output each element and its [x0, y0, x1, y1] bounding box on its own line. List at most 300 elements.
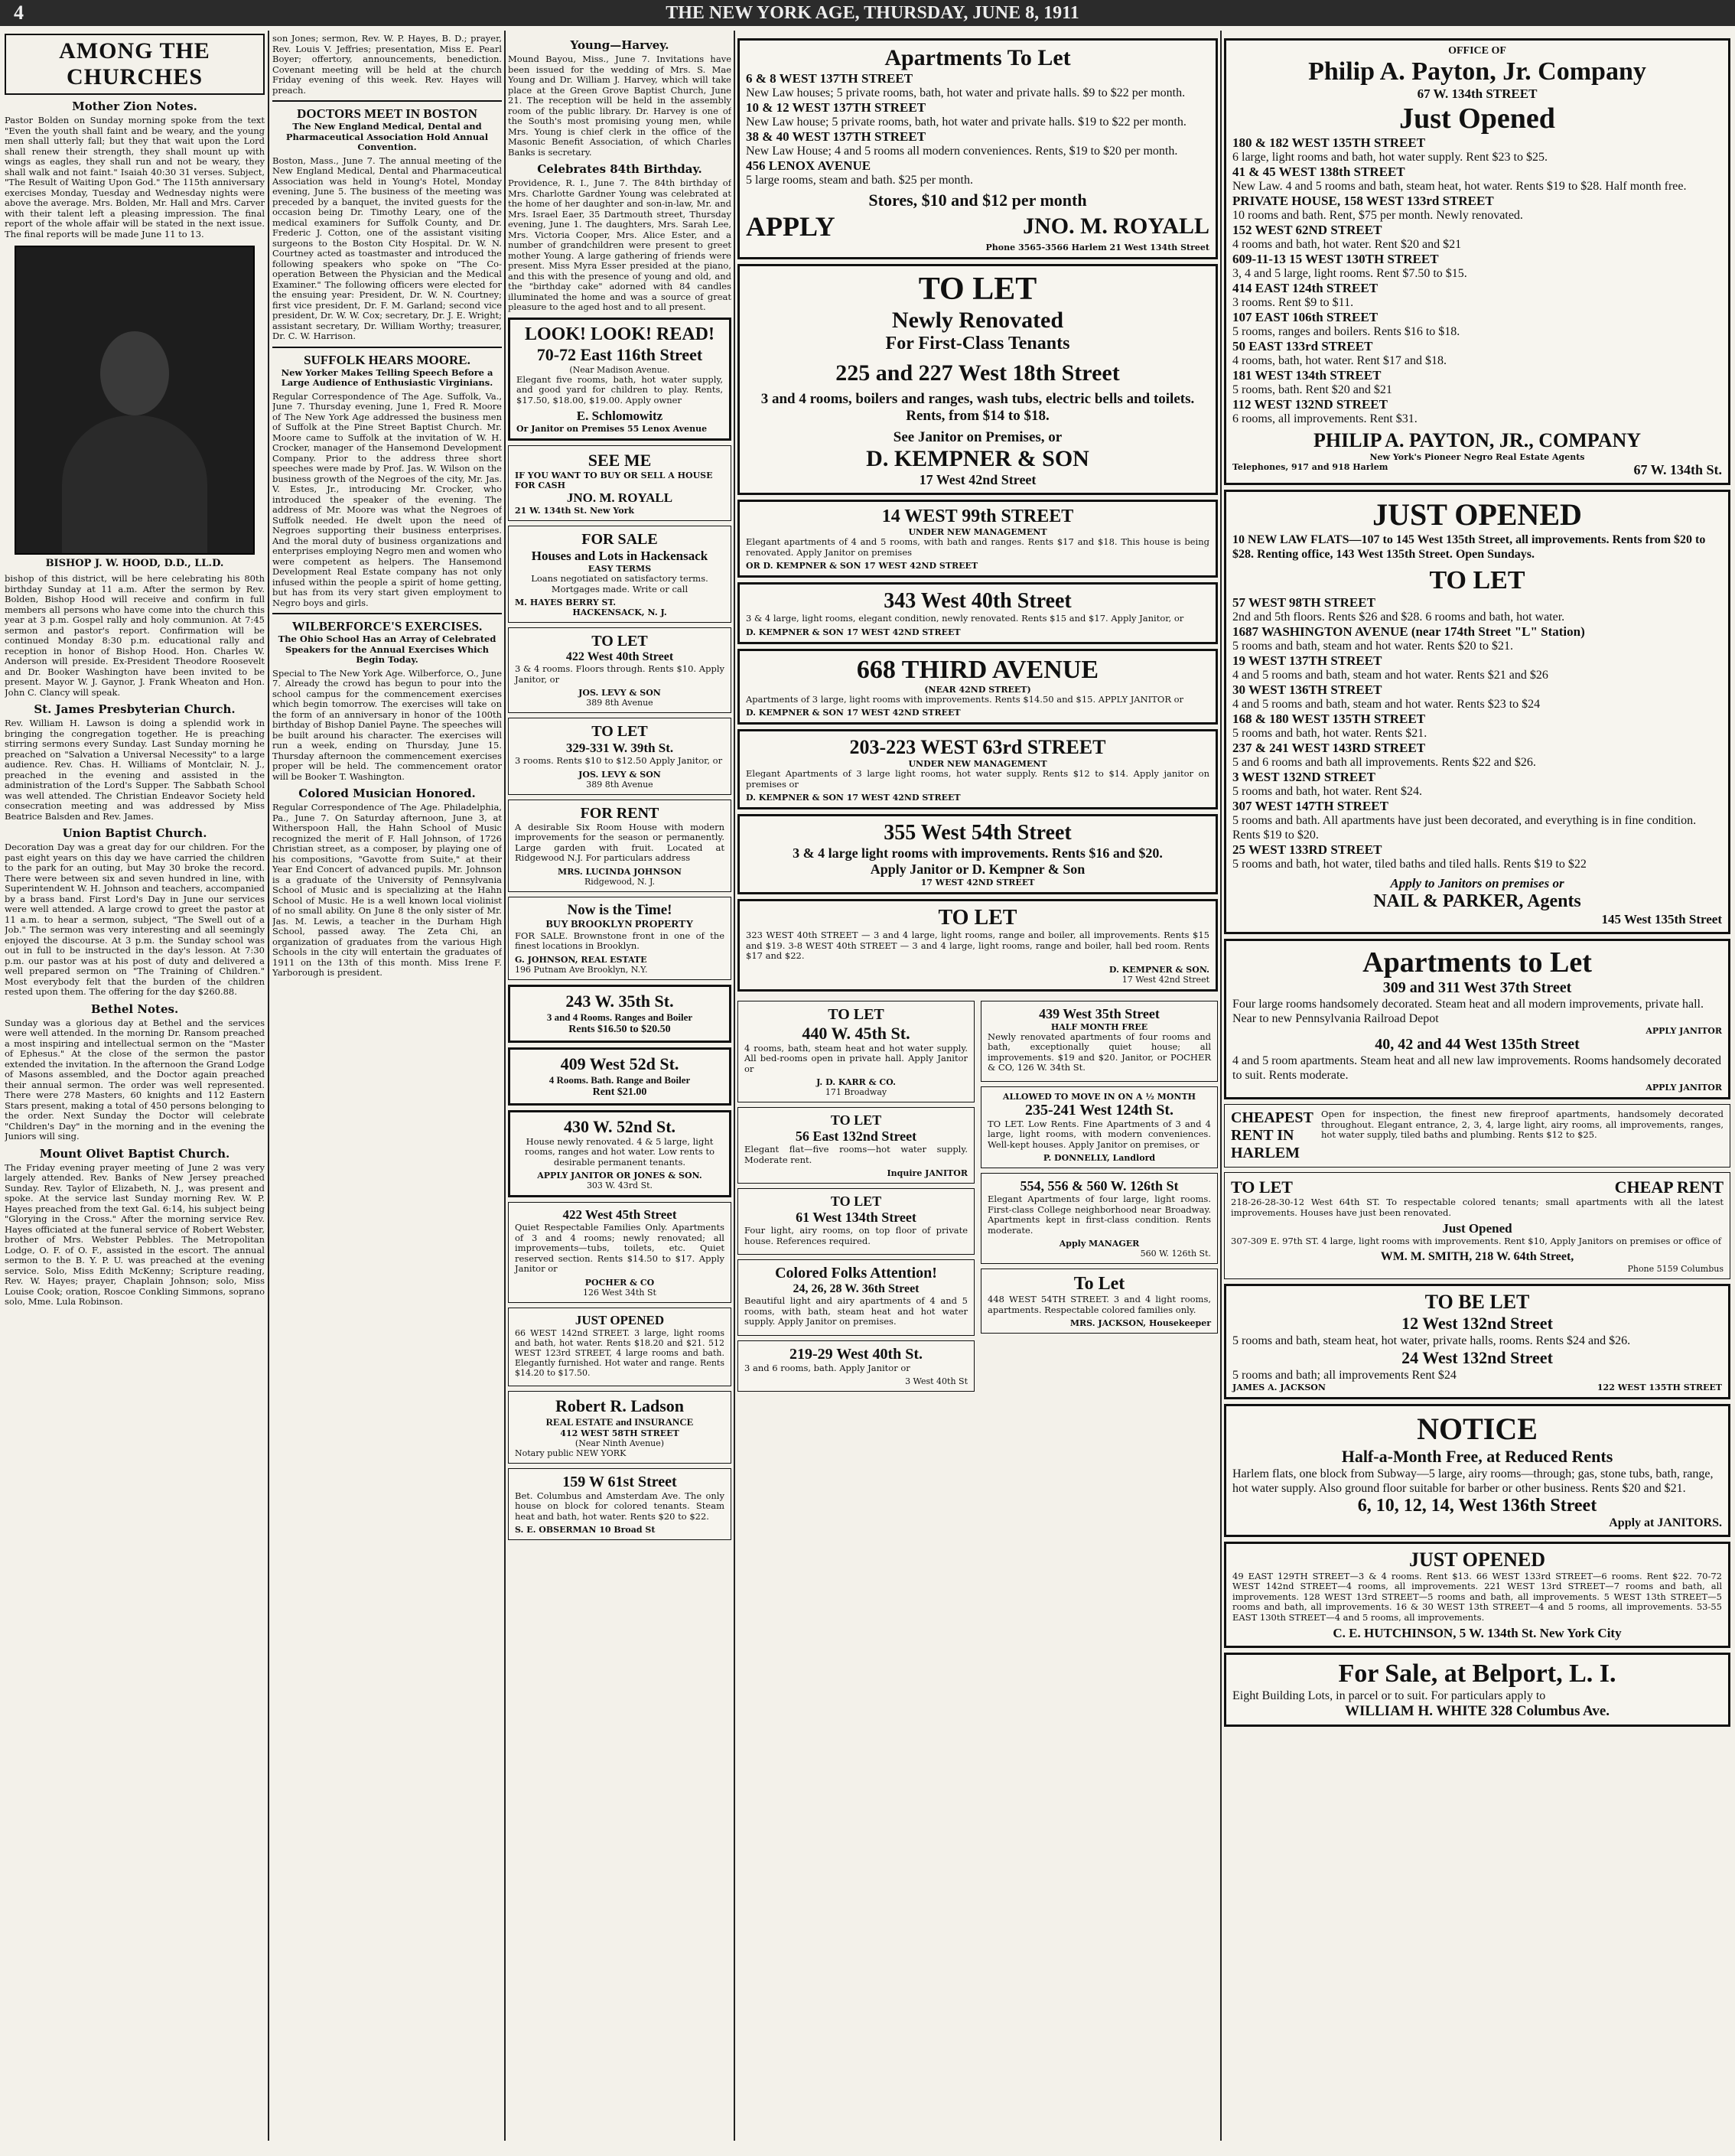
ad-foot: Or Janitor on Premises 55 Lenox Avenue	[516, 424, 708, 434]
listing	[1232, 252, 1722, 281]
portrait-body	[62, 415, 207, 553]
article-text: Rev. William H. Lawson is doing a splendid work in bringing the congregation together. He is preaching stirring sermons every Sunday. Last Sunday morning he preached on "Salvation a Universal Necessity" to a large audience. Rev. Chas. H. Williams of Montclair, N. J., preached in the evening and assisted in the administration of the Lord's Supper. The Sabbath School was well attended. The Christian Endeavor Society held consecration meeting and was addressed by Miss Beatrice Balsden and Rev. James.	[5, 718, 265, 822]
ad-text: Elegant five rooms, bath, hot water supply, and good yard for children to play. Rents, $17.50, $18.00, $19.00. Apply owner	[516, 373, 723, 405]
article-subhead: New Yorker Makes Telling Speech Before a Large Audience of Enthusiastic Virginians.	[281, 366, 493, 388]
ad-address: 17 West 42nd Street	[1121, 974, 1209, 985]
listing-address: 1687 WASHINGTON AVENUE (near 174th Street "L" Station)	[1232, 624, 1585, 639]
ad-439-w-35th	[981, 1001, 1218, 1082]
listing-address: 38 & 40 WEST 137TH STREET	[746, 129, 926, 144]
ad-text: Elegant Apartments of four large, light rooms. First-class College neighborhood near Broadway. Apartments kept in first-class condition. Rents moderate.	[988, 1194, 1211, 1236]
listing	[1232, 799, 1722, 842]
ad-address: 440 W. 45th St.	[802, 1023, 910, 1043]
ad-title: CHEAPEST RENT IN HARLEM	[1231, 1109, 1313, 1161]
column-news	[272, 34, 502, 2141]
ad-title: 219-29 West 40th St.	[789, 1345, 923, 1363]
listing-address: 152 WEST 62ND STREET	[1232, 223, 1382, 237]
ad-apartments-to-let	[737, 38, 1218, 259]
ad-for-rent	[508, 800, 731, 892]
ad-text: Harlem flats, one block from Subway—5 large, airy rooms—through; gas, stone tubs, bath, range, hot water supply. Also ground floor suitable for barber or other business. Rents $20 and $21.	[1232, 1467, 1714, 1495]
listing-desc: 4 rooms and bath, hot water. Rent $20 and $21	[1232, 238, 1462, 251]
ad-to-let-40th	[508, 627, 731, 713]
article-headline: WILBERFORCE'S EXERCISES.	[291, 619, 483, 633]
ad-title: TO LET	[1429, 566, 1525, 594]
ad-text: 3 & 4 large, light rooms, elegant condition, newly renovated. Rents $15 and $17. Apply Janitor, or	[746, 613, 1184, 624]
listing-address: 307 WEST 147TH STREET	[1232, 799, 1388, 813]
ad-notice	[1224, 1404, 1730, 1537]
section-title: Union Baptist Church.	[62, 826, 207, 840]
ad-sub: For First-Class Tenants	[885, 334, 1070, 353]
ad-address: 24 West 132nd Street	[1401, 1347, 1553, 1367]
listing-desc: 5 rooms and bath. All apartments have just been decorated, and everything is in fine condition. Rents $19 to $20.	[1232, 814, 1697, 842]
ad-name: J. D. KARR & CO.	[816, 1077, 896, 1087]
listing	[1232, 595, 1722, 624]
ad-text: 448 WEST 54TH STREET. 3 and 4 light rooms, apartments. Respectable colored families only.	[988, 1294, 1211, 1315]
ad-text: Eight Building Lots, in parcel or to suit. For particulars apply to	[1232, 1689, 1546, 1702]
ad-text: Elegant Apartments of 3 large light rooms, hot water supply. Rents $12 to $14. Apply janitor on premises or	[746, 768, 1209, 790]
ad-text: TO LET. Low Rents. Fine Apartments of 3 and 4 large, light rooms, with modern conveniences. Well-kept houses. Apply Janitor on premises, or	[988, 1118, 1211, 1150]
listing	[1232, 339, 1722, 368]
ad-to-let-18th	[737, 264, 1218, 495]
listing-desc: 5 rooms and bath, hot water. Rent $24.	[1232, 785, 1422, 798]
ad-422-w-45th	[508, 1202, 731, 1303]
ad-address: 309 and 311 West 37th Street	[1382, 979, 1572, 996]
apply-name: JNO. M. ROYALL	[1023, 213, 1209, 239]
column-payton	[1224, 34, 1730, 2141]
ad-address: 24, 26, 28 W. 36th Street	[793, 1282, 920, 1295]
company-address: 67 W. 134th STREET	[1417, 86, 1538, 101]
agent-address: 145 West 135th Street	[1601, 912, 1722, 927]
divider	[272, 100, 502, 102]
article-text: The Friday evening prayer meeting of June 2 was very largely attended. Rev. Banks of New Jersey preached Sunday. Rev. Taylor of Elizabeth, N. J., was present and spoke. At the service last Sunday morning Rev. W. P. Hayes preached from the text Gal. 6:14, his subject being "Glorying in the Cross." After the morning service Rev. Hayes officiated at the funeral service of Robert Webster, brother of Mrs. Webster Pebbles. The Metropolitan Lodge, O. F. of O. F., assisted in the escort. The annual sermon to the B. Y. P. U. was preached at the evening service. Solo, Miss Edith McKenny; Scripture reading, Rev. W. Hayes; prayer, Chaplain Johnson; solo, Miss Louise Cook; oration, Roscoe Conkling Simmons, soprano solo, Mme. Lula Robinson.	[5, 1161, 265, 1307]
company-sub: New York's Pioneer Negro Real Estate Agents	[1369, 452, 1585, 462]
column-rule	[1220, 31, 1222, 2141]
ad-text: Elegant apartments of 4 and 5 rooms, with bath and ranges. Rents $17 and $18. This house is being renovated. Apply Janitor on premises	[746, 536, 1209, 558]
ad-name: POCHER & CO	[584, 1277, 655, 1288]
ad-name: P. DONNELLY, Landlord	[1043, 1153, 1156, 1163]
article-text: Regular Correspondence of The Age. Suffolk, Va., June 7. Thursday evening, June 1, Fred R. Moore of The New York Age addressed the business men of Suffolk at the Pine Street Baptist Church. Mr. Moore came to Suffolk at the invitation of W. H. Crocker, manager of the Hansemond Development Company. Prior to the address three short speeches were made by Prof. Jas. W. Wilson on the business growth of the Negroes of the city, Mr. Jas. V. Estes, Jr., introducing Mr. Crocker, who introduced the speaker of the evening. The address of Mr. Moore was what the Negroes of Suffolk needed. He dwelt upon the need of Negroes supporting their business enterprises. And the moral duty of business organizations and enterprises employing Negro men and women who were competent as helpers. The Hansemond Development Real Estate company has not only infused within the people a spirit of home getting, but has from its very start given employment to Negro boys and girls.	[272, 390, 502, 608]
ad-name: JNO. M. ROYALL	[566, 490, 673, 505]
ad-address: 171 Broadway	[825, 1087, 887, 1097]
listing-address: 57 WEST 98TH STREET	[1232, 595, 1375, 610]
ad-janitor: See Janitor on Premises, or	[893, 429, 1063, 445]
portrait-face	[100, 331, 169, 415]
masthead-title: THE NEW YORK AGE, THURSDAY, JUNE 8, 1911	[666, 2, 1079, 23]
ad-title: 554, 556 & 560 W. 126th St	[1020, 1178, 1179, 1194]
apartment-listing	[746, 158, 1209, 187]
company-address-2: 67 W. 134th St.	[1633, 462, 1722, 477]
ad-place: Ridgewood, N. J.	[584, 876, 656, 887]
ad-address: 389 8th Avenue	[586, 779, 653, 790]
article-text: Pastor Bolden on Sunday morning spoke from the text "Even the youth shall faint and be weary, and the young men shall utterly fall; but they that wait upon the Lord shall renew their strength, they shall mount up with wings as eagles, they shall run and not be weary, they shall walk and not faint." Isaiah 40:30 31 verses. Subject, "The Result of Waiting Upon God." The 115th anniversary exercises Monday, Tuesday and Wednesday nights were above the average. Mrs. Bolden, Mr. Hall and Mrs. Carver with their talent left a pleasing impression. The final report of the whole affair will be stated in the next issue. The final reports will be made June 11 to 13.	[5, 115, 265, 239]
ad-rent: Rents $16.50 to $20.50	[568, 1023, 671, 1035]
ad-name: MRS. JACKSON, Housekeeper	[1069, 1318, 1211, 1328]
ad-name: S. E. OBSERMAN 10 Broad St	[515, 1525, 656, 1535]
ad-title: TO LET	[830, 1112, 882, 1128]
ad-address: 70-72 East 116th Street	[536, 344, 703, 364]
ad-title: SEE ME	[588, 451, 652, 470]
ad-text: 66 WEST 142nd STREET. 3 large, light rooms and bath, hot water. Rents $18.20 and $21. 512 WEST 123rd STREET, 4 large rooms and bath. Elegantly furnished. Hot water and range. Rents $14.20 to $17.50.	[515, 1327, 724, 1378]
listing	[1232, 135, 1722, 164]
listing-address: 180 & 182 WEST 135TH STREET	[1232, 135, 1426, 150]
ad-name: JAMES A. JACKSON	[1232, 1382, 1326, 1392]
ad-title: Robert R. Ladson	[555, 1396, 685, 1415]
ad-foot: D. KEMPNER & SON 17 WEST 42ND STREET	[746, 627, 961, 637]
ad-apply: APPLY JANITOR	[1645, 1083, 1722, 1093]
listing	[1232, 281, 1722, 310]
ad-title: TO BE LET	[1424, 1290, 1530, 1313]
listing-address: 609-11-13 15 WEST 130TH STREET	[1232, 252, 1439, 266]
ad-text: 10 NEW LAW FLATS—107 to 145 West 135th Street, all improvements. Rents from $20 to $28. Renting office, 143 West 135th Street. Open Sundays.	[1232, 533, 1706, 561]
ad-address: 12 West 132nd Street	[1401, 1313, 1553, 1333]
column-rule	[268, 31, 269, 2141]
listing	[1232, 712, 1722, 741]
ad-title: LOOK! LOOK! READ!	[524, 324, 715, 344]
ad-text: Bet. Columbus and Amsterdam Ave. The only house on block for colored tenants. Steam heat and bath, hot water. Rents $20 to $22.	[515, 1490, 724, 1522]
ad-address: 560 W. 126th St.	[1140, 1249, 1211, 1259]
listing-desc: 5 rooms and bath, steam and hot water. Rents $20 to $21.	[1232, 640, 1514, 653]
ad-for-sale-belport	[1224, 1653, 1730, 1727]
article-text: son Jones; sermon, Rev. W. P. Hayes, B. D.; prayer, Rev. Louis V. Jeffries; presentation, Miss E. Pearl Boyer; offertory, announcements, benediction. Covenant meeting will be held at the church Friday evening of this week. Rev. Hayes will preach.	[272, 34, 502, 96]
ad-address: 412 WEST 58TH STREET	[560, 1428, 679, 1438]
ad-text: 3 and 6 rooms, bath. Apply Janitor or	[744, 1362, 910, 1373]
article-text: Providence, R. I., June 7. The 84th birthday of Mrs. Charlotte Gardner Young was celebrated at the home of her daughter and son-in-law, Mr. and Mrs. Israel Eaer, 35 Dartmouth street, Thursday evening, June 1. The daughters, Mrs. Sarah Lee, Mrs. Victoria Cooper, Mrs. Alice Ester, and a number of grandchildren were present to greet mother Young. A large gathering of friends were present. Miss Myra Esser presided at the piano, and this with the presence of young and old, and the "birthday cake" adorned with 84 candles illuminated the home and was a source of great pleasure to the aged host and to all present.	[508, 177, 731, 312]
listing-address: 25 WEST 133RD STREET	[1232, 842, 1382, 857]
ad-668-third-ave	[737, 649, 1218, 725]
listing-desc: 6 large, light rooms and bath, hot water supply. Rent $23 to $25.	[1232, 151, 1548, 164]
ad-address: 40, 42 and 44 West 135th Street	[1375, 1036, 1580, 1053]
ad-text: 218-26-28-30-12 West 64th ST. To respectable colored tenants; small apartments with all the latest improvements. Houses have just been renovated.	[1231, 1197, 1724, 1218]
ad-text: House newly renovated. 4 & 5 large, light rooms, ranges and hot water. Low rents to desirable permanent tenants.	[525, 1135, 715, 1168]
ad-text: Four light, airy rooms, on top floor of private house. References required.	[744, 1225, 968, 1246]
section-title: St. James Presbyterian Church.	[34, 702, 236, 716]
ad-foot: OR D. KEMPNER & SON 17 WEST 42ND STREET	[746, 561, 978, 571]
ad-text: 3 rooms. Rents $10 to $12.50 Apply Janitor, or	[515, 755, 723, 766]
ad-title: JUST OPENED	[1409, 1548, 1545, 1571]
ad-payton-company	[1224, 38, 1730, 485]
apply-janitors: Apply to Janitors on premises or	[1390, 876, 1564, 891]
ad-name: D. KEMPNER & SON.	[1108, 964, 1209, 975]
masthead	[0, 0, 1735, 26]
ad-text: Quiet Respectable Families Only. Apartments of 3 and 4 rooms; newly renovated; all improvements—tubs, toilets, etc. Quiet reserved section. Rents $14.50 to $17. Apply Janitor or	[515, 1222, 724, 1274]
ad-sub: HALF MONTH FREE	[1050, 1021, 1148, 1032]
ad-apply: APPLY JANITOR	[1645, 1026, 1722, 1036]
ad-apartments-37th	[1224, 939, 1730, 1099]
ad-title: 430 W. 52nd St.	[563, 1116, 676, 1136]
listing-address: 6 & 8 WEST 137TH STREET	[746, 71, 913, 86]
article-text: bishop of this district, will be here celebrating his 80th birthday Sunday at 11 a.m. After the sermon by Rev. Bolden, Bishop Hood will receive and confirm in full members all persons who have come into the church this year at 3 p.m. Gospel rally and holy communion. At 7:45 sermon and pastor's report. Confirmation will be continued Monday 8:30 p.m. educational rally and reception in honor of Bishop Hood. Hon. Charles W. Anderson will preside. Ex-President Theodore Roosevelt and Dr. Booker Washington have been invited to be present. Mayor W. J. Gaynor, J. Frank Wheaton and Hon. John C. Clancy will speak.	[5, 573, 265, 698]
ad-text: Apartments of 3 large, light rooms with improvements. Rents $14.50 and $15. APPLY JANITOR or	[746, 693, 1184, 705]
ad-address: 303 W. 43rd St.	[586, 1181, 653, 1190]
ad-apply: Apply at JANITORS.	[1609, 1516, 1722, 1529]
apartment-listing	[746, 100, 1209, 129]
ad-title: To Let	[1073, 1274, 1125, 1294]
ad-title: TO LET	[591, 723, 648, 740]
listing-address: PRIVATE HOUSE, 158 WEST 133rd STREET	[1232, 194, 1494, 208]
ad-address: 422 West 40th Street	[565, 650, 674, 663]
ad-name: WM. M. SMITH, 218 W. 64th Street,	[1380, 1249, 1574, 1263]
ad-title: Now is the Time!	[567, 901, 672, 918]
listing-desc: 3, 4 and 5 large, light rooms. Rent $7.50 to $15.	[1232, 267, 1467, 280]
ad-rent: Rent $21.00	[592, 1086, 647, 1098]
ad-title: Apartments to Let	[1362, 946, 1592, 979]
ad-title: TO LET	[938, 906, 1017, 930]
ad-foot: 17 WEST 42ND STREET	[920, 878, 1035, 887]
ad-address: 56 East 132nd Street	[795, 1128, 917, 1144]
ad-text: 3 & 4 rooms. Floors through. Rents $10. Apply Janitor, or	[515, 663, 724, 685]
article-subhead: The New England Medical, Dental and Pharmaceutical Association Hold Annual Convention.	[285, 121, 489, 152]
ad-sub: UNDER NEW MANAGEMENT	[908, 759, 1047, 769]
ad-title: TO LET	[918, 272, 1037, 307]
ad-title: 422 West 45th Street	[562, 1207, 677, 1222]
column-rule	[504, 31, 506, 2141]
ad-cheap-rent	[1224, 1172, 1730, 1279]
ad-address: 126 West 34th St	[583, 1287, 656, 1298]
ad-phone: Phone 5159 Columbus	[1627, 1263, 1724, 1274]
ad-brooklyn	[508, 897, 731, 980]
ad-title: 203-223 WEST 63rd STREET	[849, 736, 1106, 758]
ad-sub: Newly Renovated	[891, 308, 1064, 333]
listing	[1232, 310, 1722, 339]
ad-text: Open for inspection, the finest new fireproof apartments, handsomely decorated throughout. Elegant entrance, 2, 3, 4, large light, airy rooms, all improvements, ranges, hot water supply, tiled baths and plumbing. Rents $12 to $25.	[1321, 1109, 1724, 1140]
ad-sub: 4 Rooms. Bath. Range and Boiler	[548, 1073, 691, 1086]
ad-just-opened-hutchinson	[1224, 1542, 1730, 1649]
ad-address: 122 WEST 135TH STREET	[1597, 1382, 1722, 1392]
ad-343-w-40th	[737, 582, 1218, 644]
ad-address: 196 Putnam Ave Brooklyn, N.Y.	[515, 964, 648, 975]
ad-for-sale-hackensack	[508, 526, 731, 623]
listing-desc: 4 rooms, bath, hot water. Rent $17 and $18.	[1232, 354, 1447, 367]
ad-foot: 3 West 40th St	[905, 1376, 968, 1386]
article-text: Special to The New York Age. Wilberforce, O., June 7. Already the crowd has begun to pour into the school campus for the commencement exercises which begin tomorrow. The exercises will take on the form of an anniversary in honor of the 100th birthday of Bishop Daniel Payne. The speeches will be built around his character. The exercises will run a week, ending on Thursday, June 15. Thursday afternoon the commencement exercises proper will be held. The commencement orator will be Booker T. Washington.	[272, 667, 502, 782]
ad-ladson	[508, 1391, 731, 1464]
stores-line: Stores, $10 and $12 per month	[868, 191, 1087, 210]
ad-text: A desirable Six Room House with modern improvements for the season or permanently. Large garden with fruit. Located at Ridgewood N.J. For particulars address	[515, 821, 724, 863]
ad-to-be-let	[1224, 1284, 1730, 1399]
listing	[1232, 194, 1722, 223]
article-subhead: The Ohio School Has an Array of Celebrated Speakers for the Annual Exercises Which Begin Today.	[278, 633, 496, 665]
listing-desc: 4 and 5 rooms and bath, steam and hot water. Rents $23 to $24	[1232, 698, 1541, 711]
ad-apply: Apply MANAGER	[1059, 1239, 1140, 1249]
ad-foot: Inquire JANITOR	[887, 1168, 968, 1178]
ad-text: Newly renovated apartments of four rooms and bath, exceptionally quiet house; all improvements. $19 and $20. Janitor, or POCHER & CO, 126 W. 34th St.	[988, 1031, 1211, 1073]
listing-desc: New Law House; 4 and 5 rooms all modern conveniences. Rents, $19 to $20 per month.	[746, 145, 1178, 158]
just-opened: Just Opened	[1399, 103, 1555, 135]
listing-desc: 5 rooms and bath, hot water. Rents $21.	[1232, 727, 1427, 740]
ad-sub: 3 and 4 Rooms. Ranges and Boiler	[546, 1011, 693, 1023]
ad-just-opened	[508, 1308, 731, 1386]
listing-address: 10 & 12 WEST 137TH STREET	[746, 100, 926, 115]
ad-title: 439 West 35th Street	[1039, 1005, 1160, 1021]
ad-sub: IF YOU WANT TO BUY OR SELL A HOUSE FOR CASH	[515, 471, 713, 490]
ad-159-w-61st	[508, 1468, 731, 1541]
ad-title: CHEAP RENT	[1614, 1177, 1724, 1197]
ad-address: 17 West 42nd Street	[919, 472, 1037, 487]
ad-409-w-52d	[508, 1047, 731, 1106]
ad-see-me	[508, 445, 731, 521]
listing-address: 41 & 45 WEST 138th STREET	[1232, 164, 1405, 179]
ad-name: G. JOHNSON, REAL ESTATE	[515, 954, 647, 965]
article-headline: SUFFOLK HEARS MOORE.	[304, 352, 470, 367]
ad-address: 235-241 West 124th St.	[1024, 1101, 1174, 1119]
ad-440-w-45th	[737, 1001, 975, 1103]
ad-name: C. E. HUTCHINSON, 5 W. 134th St. New York City	[1333, 1626, 1622, 1640]
ad-text: 307-309 E. 97th ST. 4 large, light rooms with improvements. Rent $10, Apply Janitors on premises or office of	[1231, 1236, 1721, 1246]
ad-address: 225 and 227 West 18th Street	[835, 360, 1120, 386]
article-text: Decoration Day was a great day for our children. For the past eight years on this day we have carried the children to the park for an outing, but May 30 broke the record. There were between six and seven hundred in line, with Superintendent W. H. Johnson and teachers, accompanied by a brass band. First Lord's Day in June our services were well attended. A large crowd to greet the pastor at 11 a.m. to hear a sermon, subject, "The Swell out of a Job." The sermon was very interesting and all seemingly enjoyed the discourse. At 3 p.m. the Sunday school was out in full to be instructed in the day's lesson. At 7:30 p.m. our pastor was at his post of duty and delivered a well prepared sermon on "The Training of Children." Most everybody felt that the burden of the children rested upon them. The offering for the day $260.88.	[5, 842, 265, 997]
ad-title: TO LET	[1231, 1177, 1293, 1197]
ad-203-w-63rd	[737, 729, 1218, 809]
ad-14-w-99th	[737, 500, 1218, 578]
article-text: Mound Bayou, Miss., June 7. Invitations have been issued for the wedding of Mrs. S. Mae Young and Dr. William J. Harvey, which will take place at the Green Grove Baptist Church, June 21. The reception will be held in the assembly room of the public library. Dr. Harvey is one of the South's most promising young men, while Mrs. Young is chief clerk in the office of the Masonic Benefit Association, of which Charles Banks is secretary.	[508, 54, 731, 158]
listing-address: 19 WEST 137TH STREET	[1232, 653, 1382, 668]
listing-desc: 5 rooms, ranges and boilers. Rents $16 to $18.	[1232, 325, 1460, 338]
ad-apply: Apply Janitor or D. Kempner & Son	[870, 861, 1086, 877]
listing-address: 237 & 241 WEST 143RD STREET	[1232, 741, 1426, 755]
ad-title: TO LET	[828, 1005, 884, 1023]
ad-name: MRS. LUCINDA JOHNSON	[558, 866, 682, 877]
ad-near: (Near Ninth Avenue)	[575, 1438, 665, 1448]
ad-title: 409 West 52d St.	[560, 1054, 679, 1073]
listing-desc: 5 and 6 rooms and bath all improvements. Rents $22 and $26.	[1232, 756, 1536, 769]
ad-text: Four large rooms handsomely decorated. Steam heat and all modern improvements, private hall. Near to new Pennsylvania Railroad Depot	[1232, 998, 1704, 1025]
listing	[1232, 682, 1722, 712]
ad-title: JUST OPENED	[575, 1312, 665, 1327]
bishop-photo	[15, 246, 255, 555]
ad-56-e-132nd	[737, 1107, 975, 1184]
listing-desc: 5 large rooms, steam and bath. $25 per month.	[746, 174, 973, 187]
ad-text: Elegant flat—five rooms—hot water supply. Moderate rent.	[744, 1144, 968, 1165]
photo-caption: BISHOP J. W. HOOD, D.D., LL.D.	[45, 558, 224, 569]
ad-colored-folks	[737, 1259, 975, 1336]
listing-desc: New Law house; 5 private rooms, bath, hot water and private halls. $19 to $22 per month.	[746, 116, 1187, 129]
article-text: Boston, Mass., June 7. The annual meeting of the New England Medical, Dental and Pharmaceutical Association was held in Young's Hotel, Monday evening, June 5. The business of the meeting was preceded by a banquet, the invited guests for the occasion being Dr. Timothy Leary, one of the medical examiners for Suffolk County, and Dr. Frederic J. Cotton, one of the assistant visiting surgeons to the Boston City Hospital. Dr. W. N. Courtney acted as toastmaster and introduced the following speakers who spoke on "The Co-operation Between the Physician and the Medical Examiner." The following officers were elected for the ensuing year: President, Dr. W. N. Courtney; first vice president, Dr. F. M. Garland; second vice president, Dr. W. W. Cox; secretary, Dr. J. E. Wright; assistant secretary, Dr. William Worthy; treasurer, Dr. C. W. Harrison.	[272, 155, 502, 341]
listing-desc: 4 and 5 rooms and bath, steam and hot water. Rents $21 and $26	[1232, 669, 1548, 682]
ad-text: 3 and 4 rooms, boilers and ranges, wash tubs, electric bells and toilets. Rents, from $14 to $18.	[760, 391, 1195, 424]
ad-title: 14 WEST 99th STREET	[881, 506, 1074, 526]
ad-place: HACKENSACK, N. J.	[572, 607, 667, 617]
ad-title: 355 West 54th Street	[884, 821, 1072, 845]
apply-phone: Phone 3565-3566 Harlem 21 West 134th Street	[985, 243, 1209, 252]
article-headline: DOCTORS MEET IN BOSTON	[297, 106, 477, 121]
divider	[272, 613, 502, 614]
company-telephone: Telephones, 917 and 918 Harlem	[1232, 462, 1388, 472]
listing-address: 181 WEST 134th STREET	[1232, 368, 1382, 383]
ad-address: 21 W. 134th St. New York	[515, 506, 634, 516]
ad-61-w-134th	[737, 1188, 975, 1255]
article-text: Sunday was a glorious day at Bethel and the services were well attended. In the morning Dr. Ransom preached a most inspiring and intellectual sermon on the "Master of Ephesus." At the close of the sermon the pastor extended the invitation. In the afternoon the Grand Lodge of Masons assembled, and the Doctor again preached their annual sermon. The order was well represented. There were 278 Masters, 60 knights and 112 Eastern Stars present, making a total of 450 persons belonging to the order. Next Sunday the Doctor will celebrate "Children's Day" in the morning and in the evening the Juniors will sing.	[5, 1017, 265, 1142]
ad-text: 3 & 4 large light rooms with improvements. Rents $16 and $20.	[793, 845, 1163, 861]
ad-title: For Sale, at Belport, L. I.	[1338, 1659, 1616, 1688]
listing-desc: New Law. 4 and 5 rooms and bath, steam heat, hot water. Rents $19 to $28. Half month free.	[1232, 180, 1687, 193]
ad-near: (NEAR 42ND STREET)	[924, 684, 1031, 695]
listing-desc: 5 rooms, bath. Rent $20 and $21	[1232, 383, 1392, 396]
ad-address: 389 8th Avenue	[586, 698, 653, 708]
listing-desc: New Law houses; 5 private rooms, bath, hot water and private halls. $9 to $22 per month.	[746, 86, 1186, 99]
ad-text: 4 rooms, bath, steam heat and hot water supply. All bed-rooms open in private hall. Apply Janitor or	[744, 1042, 968, 1074]
ad-title: 343 West 40th Street	[884, 589, 1072, 613]
section-title: Mount Olivet Baptist Church.	[39, 1146, 230, 1161]
ad-to-let-448	[981, 1269, 1218, 1334]
listing-desc: 6 rooms, all improvements. Rent $31.	[1232, 412, 1418, 425]
ad-foot: D. KEMPNER & SON 17 WEST 42ND STREET	[746, 793, 961, 803]
listing	[1232, 653, 1722, 682]
ad-235-w-124th	[981, 1086, 1218, 1169]
ad-text: FOR SALE. Brownstone front in one of the finest locations in Brooklyn.	[515, 930, 724, 951]
ad-sub: REAL ESTATE and INSURANCE	[545, 1415, 694, 1428]
ad-apply: APPLY JANITOR OR JONES & SON.	[537, 1171, 702, 1181]
ad-to-let-40th-street	[737, 899, 1218, 992]
churches-headline: AMONG THE CHURCHES	[5, 34, 265, 95]
section-title: Mother Zion Notes.	[72, 99, 197, 113]
listing	[1232, 624, 1722, 653]
ad-title: TO LET	[591, 633, 648, 650]
ad-address: 6, 10, 12, 14, West 136th Street	[1357, 1495, 1597, 1516]
column-small-ads	[508, 34, 731, 2141]
ad-title: 243 W. 35th St.	[565, 991, 674, 1011]
ad-554-w-126th	[981, 1173, 1218, 1264]
apply-label: APPLY	[746, 211, 835, 242]
section-title: Bethel Notes.	[90, 1001, 179, 1016]
ad-name: M. HAYES BERRY ST.	[515, 598, 617, 607]
ad-name: D. KEMPNER & SON	[866, 446, 1089, 471]
listing-desc: 5 rooms and bath, hot water, tiled baths and tiled halls. Rents $19 to $22	[1232, 858, 1587, 871]
section-title: Celebrates 84th Birthday.	[537, 162, 702, 176]
ad-355-w-54th	[737, 814, 1218, 894]
listing	[1232, 842, 1722, 871]
ad-text: Beautiful light and airy apartments of 4 and 5 rooms, with bath, steam heat and hot water supply. Apply Janitor on premises.	[744, 1295, 968, 1327]
section-title: Young—Harvey.	[570, 38, 669, 52]
ad-sub: BUY BROOKLYN PROPERTY	[545, 918, 694, 930]
ad-sub: Houses and Lots in Hackensack	[531, 549, 708, 563]
ad-title: TO LET	[830, 1194, 882, 1209]
ad-title: 159 W 61st Street	[562, 1473, 677, 1490]
agent-name: NAIL & PARKER, Agents	[1373, 891, 1581, 911]
column-rule	[734, 31, 735, 2141]
ad-to-let-39th	[508, 718, 731, 795]
ad-430-w-52nd	[508, 1110, 731, 1198]
ad-banner: ALLOWED TO MOVE IN ON A ½ MONTH	[1002, 1091, 1196, 1102]
company-name: Philip A. Payton, Jr. Company	[1308, 57, 1646, 86]
ad-look-read	[508, 318, 731, 441]
ad-near: (Near Madison Avenue.	[569, 364, 670, 375]
ad-219-w-40th	[737, 1340, 975, 1392]
listing-address: 414 EAST 124th STREET	[1232, 281, 1379, 295]
ad-address: 61 West 134th Street	[796, 1210, 916, 1225]
listing	[1232, 770, 1722, 799]
ad-title: NOTICE	[1417, 1411, 1538, 1446]
apartment-listing	[746, 71, 1209, 100]
ad-243-w-35th	[508, 985, 731, 1043]
ad-text: Loans negotiated on satisfactory terms. Mortgages made. Write or call	[531, 573, 708, 594]
listing-address: 112 WEST 132ND STREET	[1232, 397, 1388, 412]
ad-title: FOR SALE	[581, 531, 658, 548]
article-text: Regular Correspondence of The Age. Philadelphia, Pa., June 7. On Saturday afternoon, June 3, at Witherspoon Hall, the Hahn School of Music recognized the merit of F. Hall Johnson, of 1726 Christian street, as a composer, by playing one of his compositions, "Gavotte from Suite," at their Year End Concert of advanced pupils. Mr. Johnson is a graduate of the University of Pennsylvania School of Music and is specializing at the Hahn School of Music. He is a well known local violinist of no small ability. On June 8 the only sister of Mr. Jas. M. Lewis, a teacher in the Durham High School, passed away. The Zeta Chi, an organization of graduates from the various High Schools in the city will entertain the graduates of 1911 on the 13th of this month. Miss Irene F. Yarborough is president.	[272, 802, 502, 978]
listing	[1232, 164, 1722, 194]
ad-text: 5 rooms and bath; all improvements Rent $24	[1232, 1368, 1457, 1382]
apartment-listing	[746, 129, 1209, 158]
listing-desc: 2nd and 5th floors. Rents $26 and $28. 6 rooms and bath, hot water.	[1232, 611, 1565, 624]
listing-address: 3 WEST 132ND STREET	[1232, 770, 1375, 784]
ad-title: 668 THIRD AVENUE	[856, 655, 1099, 684]
ad-name: WILLIAM H. WHITE 328 Columbus Ave.	[1344, 1703, 1610, 1719]
ad-text: 49 EAST 129TH STREET—3 & 4 rooms. Rent $13. 66 WEST 133rd STREET—6 rooms. Rent $22. 70-72 WEST 142nd STREET—4 rooms, all improvements. 221 WEST 13rd STREET—7 rooms and bath, all improvements. 128 WEST 13rd STREET—5 rooms and bath, all improvements. 5 WEST 13th STREET—5 rooms and bath, all improvements. 16 & 30 WEST 13th STREET—4 and 5 rooms, all improvements. 53-55 EAST 130th STREET—4 and 5 rooms, all improvements.	[1232, 1570, 1722, 1623]
ad-foot: Notary public NEW YORK	[515, 1448, 627, 1458]
section-title: Colored Musician Honored.	[298, 787, 476, 800]
column-churches	[5, 34, 265, 2141]
ad-title: Apartments To Let	[884, 45, 1071, 70]
listing-address: 50 EAST 133rd STREET	[1232, 339, 1373, 353]
listing	[1232, 397, 1722, 426]
